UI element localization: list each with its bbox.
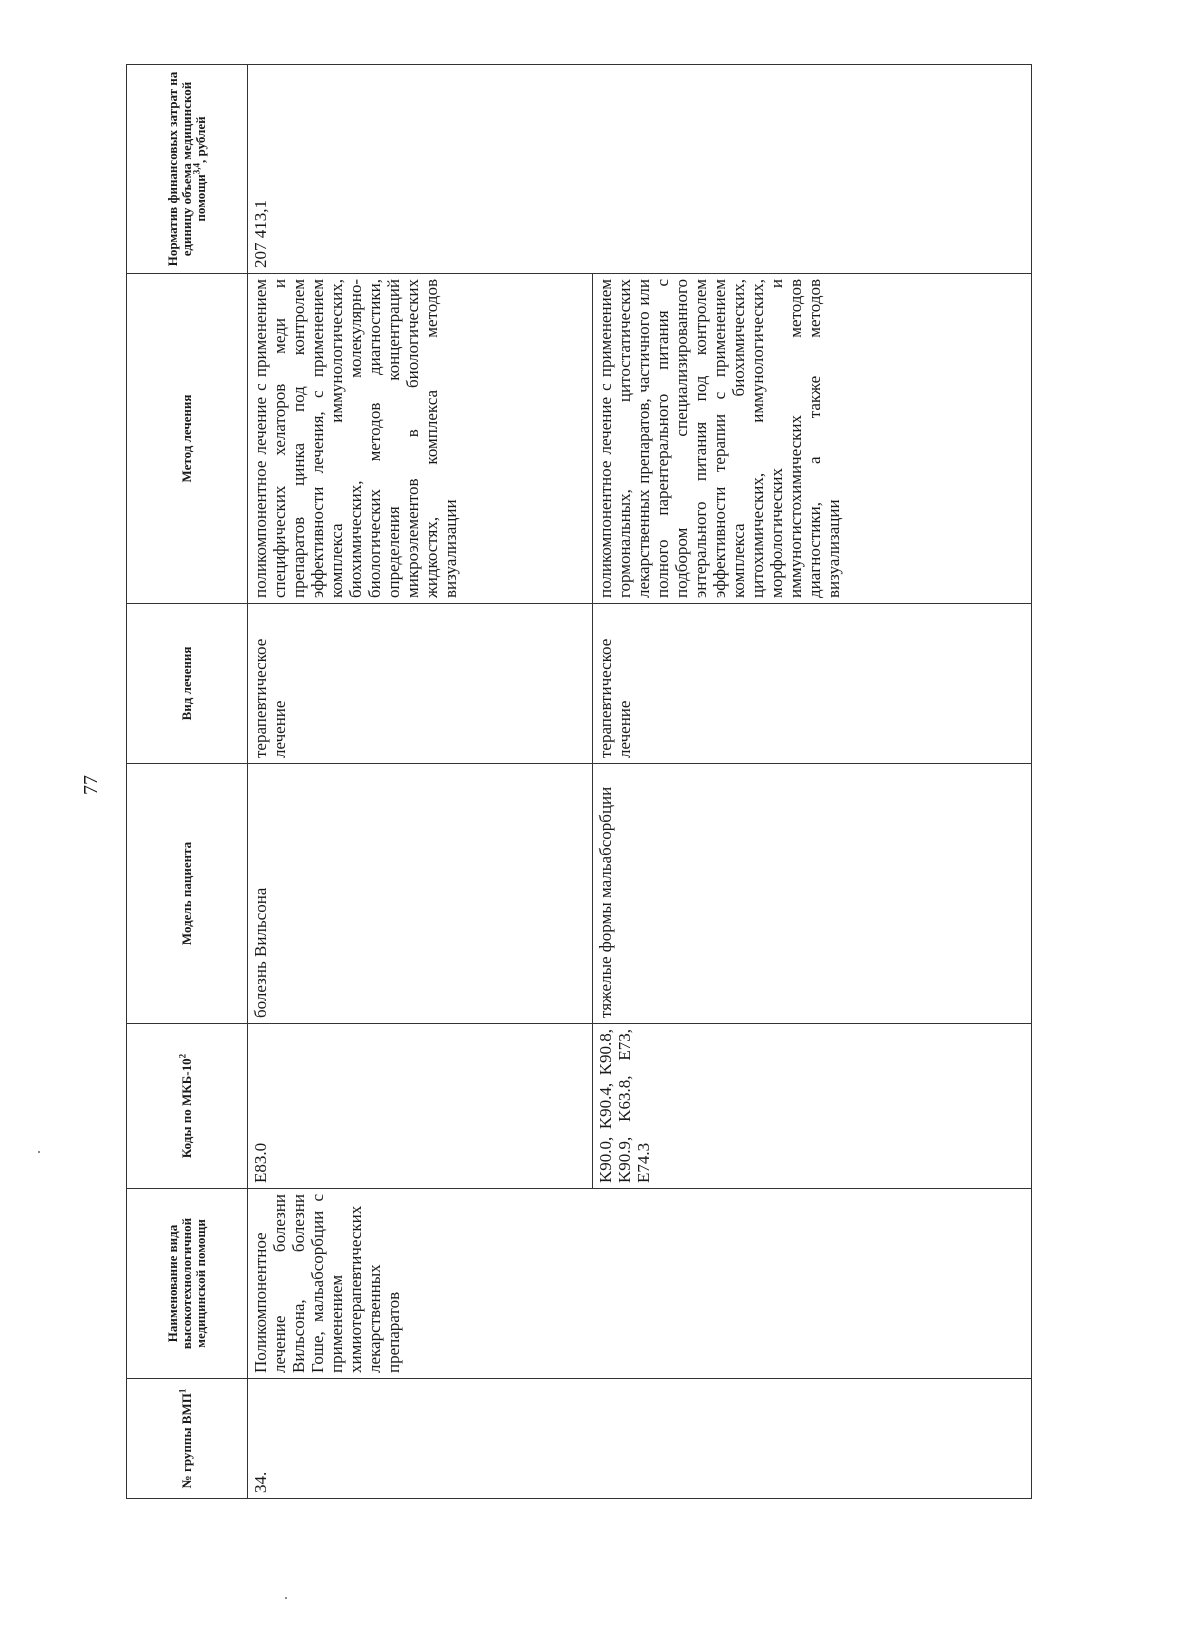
cell-patient-model: тяжелые формы мальабсорбции xyxy=(593,764,1032,1024)
scan-speck xyxy=(285,1597,287,1599)
header-patient-model: Модель пациента xyxy=(127,764,248,1024)
cell-icd-codes: E83.0 xyxy=(248,1024,593,1189)
cell-treatment-kind: терапевтическое лечение xyxy=(248,604,593,764)
cell-patient-model: болезнь Вильсона xyxy=(248,764,593,1024)
header-service-name: Наименование вида высокотехнологичной медицинской помощи xyxy=(127,1189,248,1379)
cell-financial-norm: 207 413,1 xyxy=(248,65,593,274)
table-row xyxy=(593,65,1032,1499)
cell-service-name: Поликомпонентное лечение болезни Вильсона, болезни Гоше, мальабсорбции с применением химиотерапевтических лекарственных препаратов xyxy=(248,1189,593,1379)
header-icd-codes: Коды по МКБ-$10^2$ xyxy=(127,1024,248,1189)
cell-treatment-kind: терапевтическое лечение xyxy=(593,604,1032,764)
table-container xyxy=(126,65,1032,1499)
scan-speck xyxy=(38,1151,40,1153)
page-number: 77 xyxy=(80,775,102,795)
services-table xyxy=(126,64,1032,1499)
cell-service-name-continued xyxy=(593,1189,1032,1379)
cell-icd-codes: K90.0, K90.4, K90.8, K90.9, K63.8, E73, E74.3 xyxy=(593,1024,1032,1189)
cell-treatment-method: поликомпонентное лечение с применением гормональных, цитостатических лекарственных препаратов, частичного или полного парентерального питания с подбором специализированного энтерального питания под контролем эффективности терапии с применением комплекса биохимических, цитохимических, иммунологических, морфологических и иммуногистохимических методов диагностики, а также методов визуализации xyxy=(593,274,1032,604)
header-financial-norm: Норматив финансовых затрат на единицу объема медицинской помощи$^{3,4}$, рублей xyxy=(127,65,248,274)
table-header-row xyxy=(127,65,248,1499)
header-treatment-method: Метод лечения xyxy=(127,274,248,604)
cell-financial-norm-continued xyxy=(593,65,1032,274)
cell-treatment-method: поликомпонентное лечение с применением специфических хелаторов меди и препаратов цинка под контролем эффективности лечения, с применением комплекса иммунологических, биохимических, молекулярно-биологических методов диагностики, определения концентраций микроэлементов в биологических жидкостях, комплекса методов визуализации xyxy=(248,274,593,604)
header-treatment-kind: Вид лечения xyxy=(127,604,248,764)
cell-group-number: 34. xyxy=(248,1379,593,1499)
cell-group-number-continued xyxy=(593,1379,1032,1499)
table-row xyxy=(248,65,593,1499)
header-group-number: № группы ВМП$^1$ xyxy=(127,1379,248,1499)
